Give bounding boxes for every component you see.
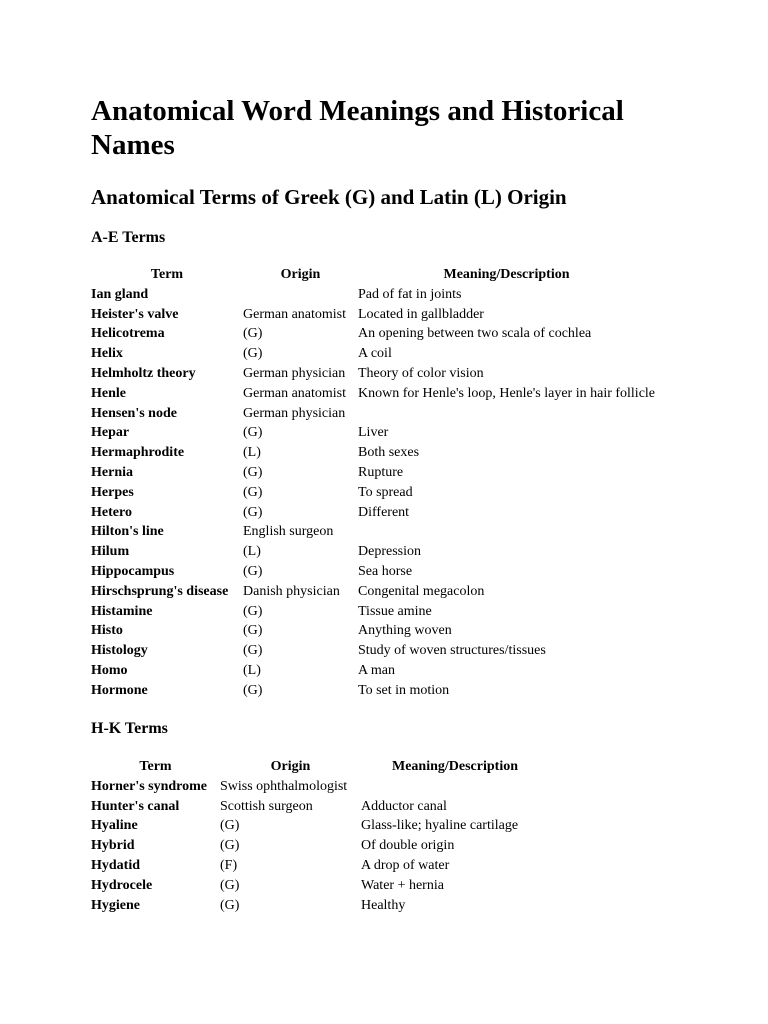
table-row [91, 816, 549, 836]
cell-origin: (G) [220, 838, 240, 854]
cell-meaning: Glass-like; hyaline cartilage [361, 818, 519, 834]
cell-origin [243, 285, 358, 305]
cell-meaning: Known for Henle's loop, Henle's layer in hair follicle [358, 385, 656, 401]
table-row [91, 443, 655, 463]
cell-origin: (G) [243, 346, 263, 362]
section-heading-a-e: A-E Terms [91, 229, 166, 246]
cell-origin: (G) [243, 504, 263, 520]
cell-origin: (G) [243, 623, 263, 639]
table-row [91, 324, 655, 344]
cell-origin: (G) [220, 897, 240, 913]
cell-origin: Danish physician [243, 583, 340, 599]
cell-origin: (G) [243, 563, 263, 579]
table-row [91, 641, 655, 661]
table-row [91, 856, 549, 876]
cell-meaning: Healthy [361, 897, 406, 913]
cell-term: Horner's syndrome [91, 778, 208, 794]
table-body [91, 285, 655, 701]
cell-term: Heister's valve [91, 306, 179, 322]
cell-meaning: Study of woven structures/tissues [358, 643, 546, 659]
cell-origin: (G) [243, 484, 263, 500]
table-row [91, 483, 655, 503]
cell-term: Homo [91, 662, 128, 678]
cell-meaning [358, 522, 655, 542]
cell-meaning: Water + hernia [361, 877, 444, 893]
table-row [91, 621, 655, 641]
page-title: Anatomical Word Meanings and Historical Names [91, 95, 624, 161]
column-header-meaning: Meaning/Description [443, 267, 570, 282]
cell-meaning: Anything woven [358, 623, 452, 639]
cell-origin: German physician [243, 365, 346, 381]
cell-meaning: A man [358, 662, 395, 678]
cell-meaning: Sea horse [358, 563, 413, 579]
column-header-origin: Origin [270, 759, 311, 774]
cell-term: Helicotrema [91, 326, 165, 342]
page-subtitle: Anatomical Terms of Greek (G) and Latin (L) Origin [91, 185, 567, 209]
cell-origin: (L) [243, 544, 261, 560]
cell-meaning: An opening between two scala of cochlea [358, 326, 592, 342]
cell-meaning: Located in gallbladder [358, 306, 484, 322]
table-row [91, 423, 655, 443]
section-heading-h-k: H-K Terms [91, 720, 168, 737]
cell-origin: (G) [220, 877, 240, 893]
cell-meaning: Tissue amine [358, 603, 432, 619]
table-row [91, 562, 655, 582]
cell-term: Hydatid [91, 857, 141, 873]
cell-origin: (G) [243, 682, 263, 698]
table-body [91, 777, 549, 916]
cell-meaning: To set in motion [358, 682, 450, 698]
cell-meaning: Rupture [358, 464, 404, 480]
cell-meaning: Of double origin [361, 838, 455, 854]
cell-term: Helix [91, 346, 123, 362]
cell-meaning: Theory of color vision [358, 365, 484, 381]
cell-term: Hyaline [91, 818, 138, 834]
cell-term: Hensen's node [91, 405, 177, 421]
cell-term: Hernia [91, 464, 133, 480]
table-row [91, 305, 655, 325]
cell-meaning: Congenital megacolon [358, 583, 485, 599]
table-row [91, 777, 549, 797]
cell-meaning: To spread [358, 484, 413, 500]
table-row [91, 364, 655, 384]
cell-meaning [358, 404, 655, 424]
cell-origin: (L) [243, 445, 261, 461]
cell-term: Henle [91, 385, 126, 401]
cell-term: Hilton's line [91, 524, 164, 540]
cell-origin: German physician [243, 405, 346, 421]
cell-term: Histamine [91, 603, 153, 619]
cell-origin: (G) [243, 603, 263, 619]
table-row [91, 404, 655, 424]
table-row [91, 836, 549, 856]
cell-origin: (G) [243, 326, 263, 342]
table-row [91, 876, 549, 896]
table-row [91, 602, 655, 622]
table-header-row [91, 757, 549, 777]
cell-meaning: A drop of water [361, 857, 450, 873]
cell-origin: (G) [220, 818, 240, 834]
terms-table-h-k [91, 757, 549, 915]
cell-term: Histo [91, 623, 123, 639]
cell-term: Hybrid [91, 838, 135, 854]
column-header-origin: Origin [280, 267, 321, 282]
table-row [91, 384, 655, 404]
cell-meaning: Both sexes [358, 445, 420, 461]
cell-term: Herpes [91, 484, 134, 500]
cell-term: Helmholtz theory [91, 365, 196, 381]
cell-origin: German anatomist [243, 306, 347, 322]
cell-meaning: Adductor canal [361, 798, 447, 814]
cell-term: Hunter's canal [91, 798, 180, 814]
table-row [91, 797, 549, 817]
cell-term: Hormone [91, 682, 148, 698]
cell-term: Hilum [91, 544, 130, 560]
cell-meaning [361, 777, 549, 797]
cell-origin: (F) [220, 857, 238, 873]
table-row [91, 285, 655, 305]
table-row [91, 463, 655, 483]
table-row [91, 344, 655, 364]
column-header-term: Term [150, 267, 184, 282]
column-header-term: Term [139, 759, 172, 774]
cell-term: Hygiene [91, 897, 140, 913]
cell-origin: (L) [243, 662, 261, 678]
table-row [91, 681, 655, 701]
cell-term: Hepar [91, 425, 130, 441]
table-row [91, 503, 655, 523]
cell-term: Hydrocele [91, 877, 153, 893]
cell-term: Hippocampus [91, 563, 175, 579]
table-row [91, 542, 655, 562]
cell-origin: Scottish surgeon [220, 798, 313, 814]
table-row [91, 896, 549, 916]
cell-origin: (G) [243, 464, 263, 480]
cell-meaning: Depression [358, 544, 421, 560]
cell-origin: (G) [243, 643, 263, 659]
table-row [91, 582, 655, 602]
cell-origin: German anatomist [243, 385, 347, 401]
cell-origin: English surgeon [243, 524, 334, 540]
cell-term: Hetero [91, 504, 132, 520]
table-row [91, 522, 655, 542]
table-row [91, 661, 655, 681]
table-header-row [91, 265, 655, 285]
cell-origin: Swiss ophthalmologist [220, 778, 348, 794]
cell-meaning: Different [358, 504, 410, 520]
cell-origin: (G) [243, 425, 263, 441]
cell-meaning: A coil [358, 346, 392, 362]
cell-meaning: Liver [358, 425, 389, 441]
column-header-meaning: Meaning/Description [392, 759, 518, 774]
cell-term: Hirschsprung's disease [91, 583, 229, 599]
cell-term: Histology [91, 643, 148, 659]
cell-meaning: Pad of fat in joints [358, 286, 462, 302]
terms-table-a-e [91, 265, 655, 701]
cell-term: Ian gland [91, 286, 149, 302]
cell-term: Hermaphrodite [91, 445, 185, 461]
